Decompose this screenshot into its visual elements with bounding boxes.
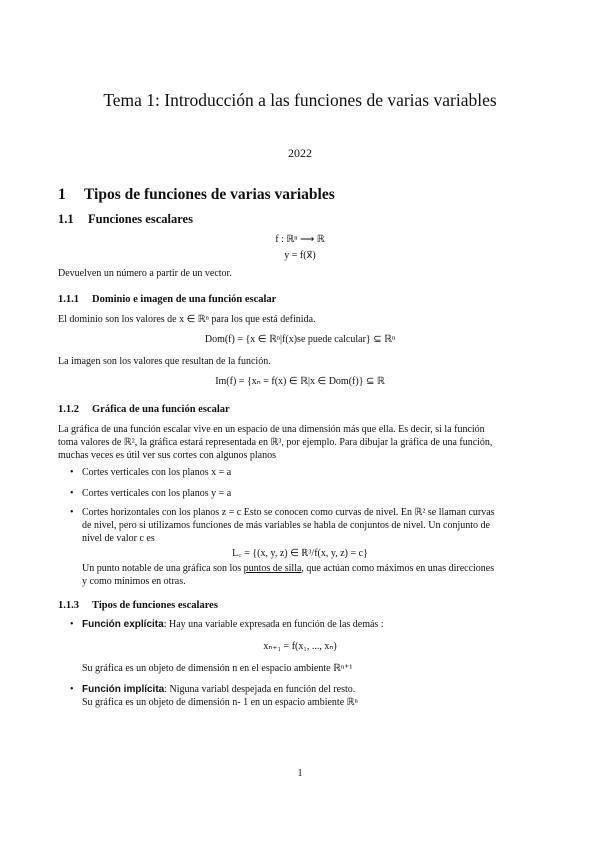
term-label: Función explícita (82, 619, 164, 630)
bullet-icon: • (70, 619, 74, 630)
section-heading (58, 186, 335, 204)
subsubsection-title: Tipos de funciones escalares (92, 600, 218, 611)
bullet-icon: • (70, 488, 74, 499)
underlined-term: puntos de silla (243, 563, 302, 574)
equation: y = f(x⃗) (284, 250, 316, 261)
subsubsection-title: Dominio e imagen de una función escalar (92, 294, 277, 305)
list-item: • Función explícita: Hay una variable expresada en función de las demás : (70, 619, 384, 630)
list-item: • Función implícita: Niguna variabl despejada en función del resto. (70, 684, 356, 695)
paragraph: Devuelven un número a partir de un vector. (58, 268, 232, 279)
paragraph-line: Un punto notable de una gráfica son los puntos de silla, que actúan como máximos en unas direcciones (82, 563, 495, 574)
equation: Dom(f) = {x ∈ ℝⁿ|f(x)se puede calcular} ⊆ ℝⁿ (204, 334, 396, 345)
subsubsection-heading (58, 404, 230, 415)
document-date: 2022 (288, 146, 312, 160)
document-title: Tema 1: Introducción a las funciones de varias variables (103, 90, 497, 110)
paragraph-line: y como mínimos en otras. (82, 576, 186, 587)
paragraph-line: Su gráfica es un objeto de dimensión n en el espacio ambiente ℝⁿ⁺¹ (82, 663, 353, 674)
term-label: Función implícita (82, 684, 165, 695)
equation: f : ℝⁿ ⟶ ℝ (275, 234, 325, 245)
subsection-number: 1.1 (58, 212, 74, 226)
list-item: • Cortes verticales con los planos y = a (70, 488, 232, 499)
page-number: 1 (297, 768, 303, 779)
paragraph: El dominio son los valores de x ∈ ℝⁿ para los que está definida. (58, 314, 316, 325)
paragraph-line: muchas veces es útil ver sus cortes con algunos planos (58, 450, 277, 461)
section-title: Tipos de funciones de varias variables (84, 186, 335, 203)
equation: Im(f) = {xₙ = f(x) ∈ ℝ|x ∈ Dom(f)} ⊆ ℝ (215, 376, 385, 387)
equation: L꜀ = {(x, y, z) ∈ ℝ³/f(x, y, z) = c} (232, 548, 368, 559)
subsubsection-number: 1.1.2 (58, 404, 79, 415)
paragraph-line: Su gráfica es un objeto de dimensión n- 1 en un espacio ambiente ℝⁿ (82, 697, 358, 708)
list-item-continuation: de nivel, pero si utilizamos funciones de más variables se habla de conjuntos de nivel. Un conjunto de (82, 520, 490, 531)
bullet-icon: • (70, 467, 74, 478)
subsubsection-heading (58, 600, 218, 611)
bullet-icon: • (70, 507, 74, 518)
list-item: • Cortes horizontales con los planos z = c Esto se conocen como curvas de nivel. En ℝ² se llaman curvas (70, 507, 495, 518)
paragraph-line: La gráfica de una función escalar vive en un espacio de una dimensión más que ella. Es decir, si la función (58, 424, 485, 435)
subsection-heading (58, 212, 193, 227)
subsubsection-title: Gráfica de una función escalar (92, 404, 230, 415)
paragraph: La imagen son los valores que resultan de la función. (58, 356, 271, 367)
subsubsection-heading (58, 294, 276, 305)
subsubsection-number: 1.1.1 (58, 294, 79, 305)
section-number: 1 (58, 186, 66, 203)
equation: xₙ₊₁ = f(x₁, ..., xₙ) (263, 641, 337, 652)
subsection-title: Funciones escalares (88, 212, 193, 226)
bullet-icon: • (70, 684, 74, 695)
paragraph-line: toma valores de ℝ², la gráfica estará representada en ℝ³, por ejemplo. Para dibujar la gráfica de una función, (58, 437, 493, 448)
list-item: • Cortes verticales con los planos x = a (70, 467, 232, 478)
list-item-continuation: nivel de valor c es (82, 533, 155, 544)
subsubsection-number: 1.1.3 (58, 600, 79, 611)
